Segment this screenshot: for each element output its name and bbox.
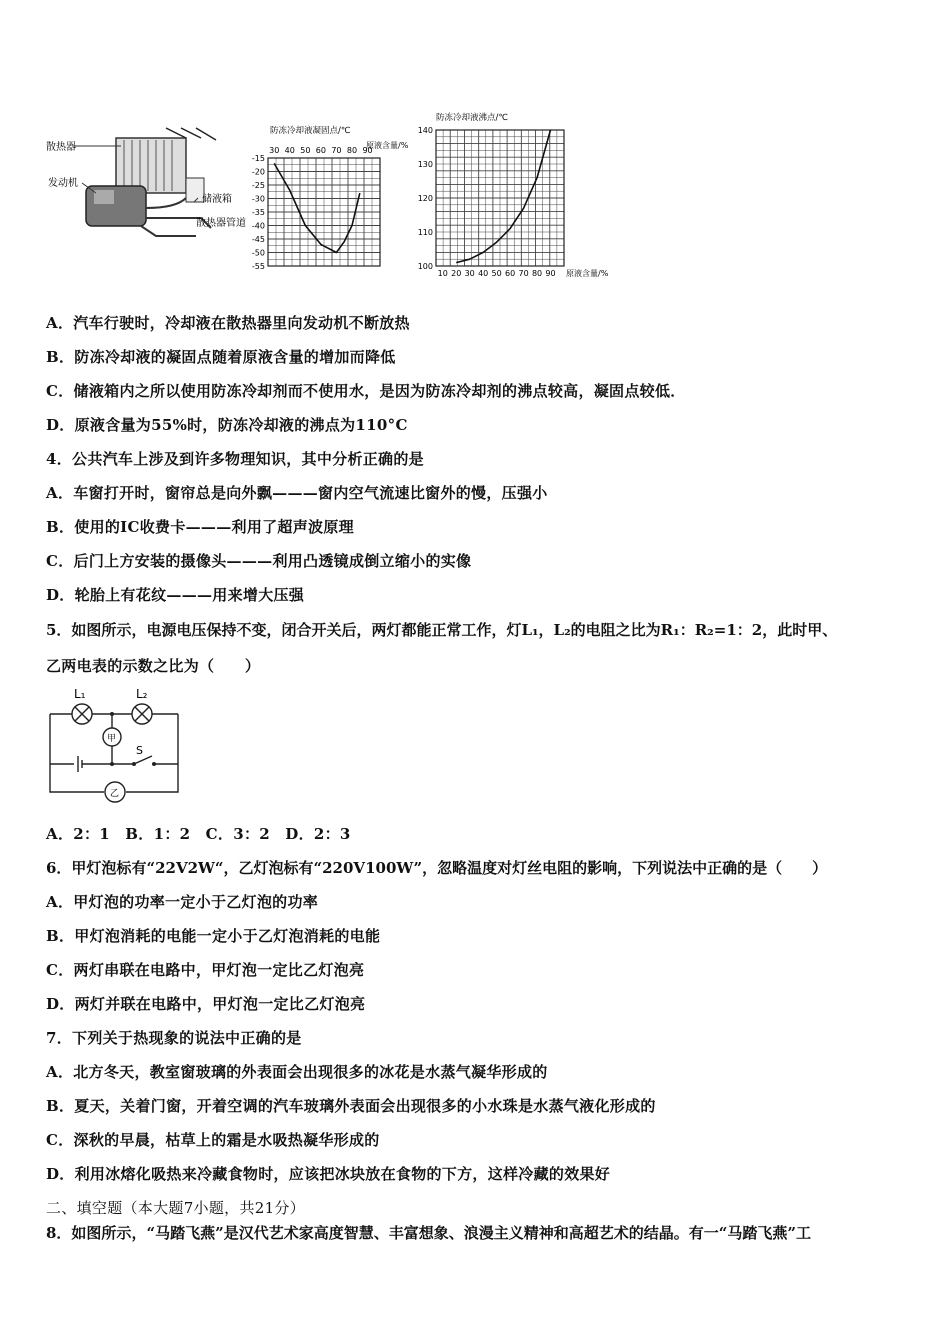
data-curve — [456, 130, 550, 263]
label-engine: 发动机 — [48, 178, 78, 189]
q4-option-b: B．使用的IC收费卡———利用了超声波原理 — [46, 518, 354, 536]
label-pipe: 散热器管道 — [196, 218, 246, 229]
x-tick-label: 80 — [531, 269, 543, 278]
y-tick-label: -55 — [251, 262, 265, 271]
q6-option-c: C．两灯串联在电路中，甲灯泡一定比乙灯泡亮 — [46, 961, 365, 979]
x-tick-label: 40 — [478, 269, 489, 278]
q3-option-d: D．原液含量为55%时，防冻冷却液的沸点为110°C — [46, 416, 408, 434]
y-tick-label: -35 — [251, 208, 265, 217]
y-tick-label: -15 — [251, 154, 265, 163]
q3-option-a: A．汽车行驶时，冷却液在散热器里向发动机不断放热 — [46, 314, 410, 332]
y-tick-label: -50 — [251, 248, 265, 258]
circuit-meter-a: 甲 — [107, 734, 117, 744]
chart-title: 防冻冷却液凝固点/℃ — [270, 126, 351, 136]
q4-option-a: A．车窗打开时，窗帘总是向外飘———窗内空气流速比窗外的慢，压强小 — [46, 484, 548, 502]
y-tick-label: 130 — [417, 160, 433, 169]
x-tick-label: 60 — [505, 269, 516, 278]
q7-option-b: B．夏天，关着门窗，开着空调的汽车玻璃外表面会出现很多的小水珠是水蒸气液化形成的 — [46, 1097, 656, 1115]
q4-option-c: C．后门上方安装的摄像头———利用凸透镜成倒立缩小的实像 — [46, 552, 472, 570]
circuit-diagram — [44, 684, 184, 804]
x-tick-label: 20 — [451, 269, 462, 278]
y-tick-label: 100 — [417, 262, 433, 271]
y-tick-label: 140 — [417, 126, 433, 135]
circuit-l1: L₁ — [74, 687, 86, 701]
y-tick-label: 110 — [417, 228, 433, 237]
radiator-diagram — [46, 128, 246, 248]
q6-option-b: B．甲灯泡消耗的电能一定小于乙灯泡消耗的电能 — [46, 927, 381, 945]
x-tick-label: 30 — [269, 146, 280, 155]
q4-option-d: D．轮胎上有花纹———用来增大压强 — [46, 586, 305, 604]
q5-stem-line1: 5．如图所示，电源电压保持不变，闭合开关后，两灯都能正常工作，灯L₁，L₂的电阻之比为R₁：R₂=1：2，此时甲、 — [46, 621, 838, 639]
x-tick-label: 90 — [545, 269, 556, 278]
y-tick-label: -25 — [251, 181, 265, 190]
q7-option-a: A．北方冬天，教室窗玻璃的外表面会出现很多的冰花是水蒸气凝华形成的 — [46, 1063, 548, 1081]
x-tick-label: 50 — [491, 269, 502, 278]
q7-option-d: D．利用冰熔化吸热来冷藏食物时，应该把冰块放在食物的下方，这样冷藏的效果好 — [46, 1165, 611, 1183]
x-tick-label: 60 — [315, 146, 326, 155]
circuit-l2: L₂ — [136, 687, 148, 701]
q7-option-c: C．深秋的早晨，枯草上的霜是水吸热凝华形成的 — [46, 1131, 380, 1149]
chart-title: 防冻冷却液沸点/℃ — [436, 113, 508, 123]
x-tick-label: 50 — [300, 146, 311, 155]
y-tick-label: -20 — [251, 167, 265, 177]
section-heading: 二、填空题（本大题7小题，共21分） — [46, 1199, 306, 1217]
circuit-meter-b: 乙 — [110, 789, 120, 799]
q5-options: A．2：1 B．1：2 C．3：2 D．2：3 — [46, 825, 351, 843]
y-tick-label: 120 — [417, 194, 433, 203]
label-radiator: 散热器 — [46, 142, 76, 153]
x-tick-label: 80 — [346, 146, 358, 155]
label-tank: 储液箱 — [202, 194, 232, 205]
q5-stem-line2: 乙两电表的示数之比为（ ） — [46, 657, 261, 675]
x-tick-label: 30 — [464, 269, 475, 278]
circuit-switch: S — [136, 744, 143, 757]
x-tick-label: 90 — [362, 146, 373, 155]
y-tick-label: -30 — [251, 194, 265, 204]
x-tick-label: 40 — [284, 146, 295, 155]
freeze-point-chart — [240, 122, 409, 272]
y-tick-label: -40 — [251, 221, 265, 231]
x-axis-label: 原液含量/% — [366, 141, 409, 150]
y-tick-label: -45 — [251, 235, 265, 244]
x-axis-label: 原液含量/% — [566, 269, 609, 278]
q6-stem: 6．甲灯泡标有“22V2W“，乙灯泡标有“220V100W”，忽略温度对灯丝电阻的影响，下列说法中正确的是（ ） — [46, 859, 828, 877]
q6-option-d: D．两灯并联在电路中，甲灯泡一定比乙灯泡亮 — [46, 995, 366, 1013]
boiling-point-chart — [410, 110, 620, 280]
q4-stem: 4．公共汽车上涉及到许多物理知识，其中分析正确的是 — [46, 450, 424, 468]
q8-stem: 8．如图所示，“马踏飞燕”是汉代艺术家高度智慧、丰富想象、浪漫主义精神和高超艺术的结晶。有一“马踏飞燕”工 — [46, 1224, 811, 1242]
q6-option-a: A．甲灯泡的功率一定小于乙灯泡的功率 — [46, 893, 319, 911]
x-tick-label: 10 — [437, 269, 448, 278]
x-tick-label: 70 — [331, 146, 342, 155]
q3-option-c: C．储液箱内之所以使用防冻冷却剂而不使用水，是因为防冻冷却剂的沸点较高，凝固点较低． — [46, 382, 686, 400]
x-tick-label: 70 — [518, 269, 529, 278]
q7-stem: 7．下列关于热现象的说法中正确的是 — [46, 1029, 302, 1047]
q3-option-b: B．防冻冷却液的凝固点随着原液含量的增加而降低 — [46, 348, 396, 366]
